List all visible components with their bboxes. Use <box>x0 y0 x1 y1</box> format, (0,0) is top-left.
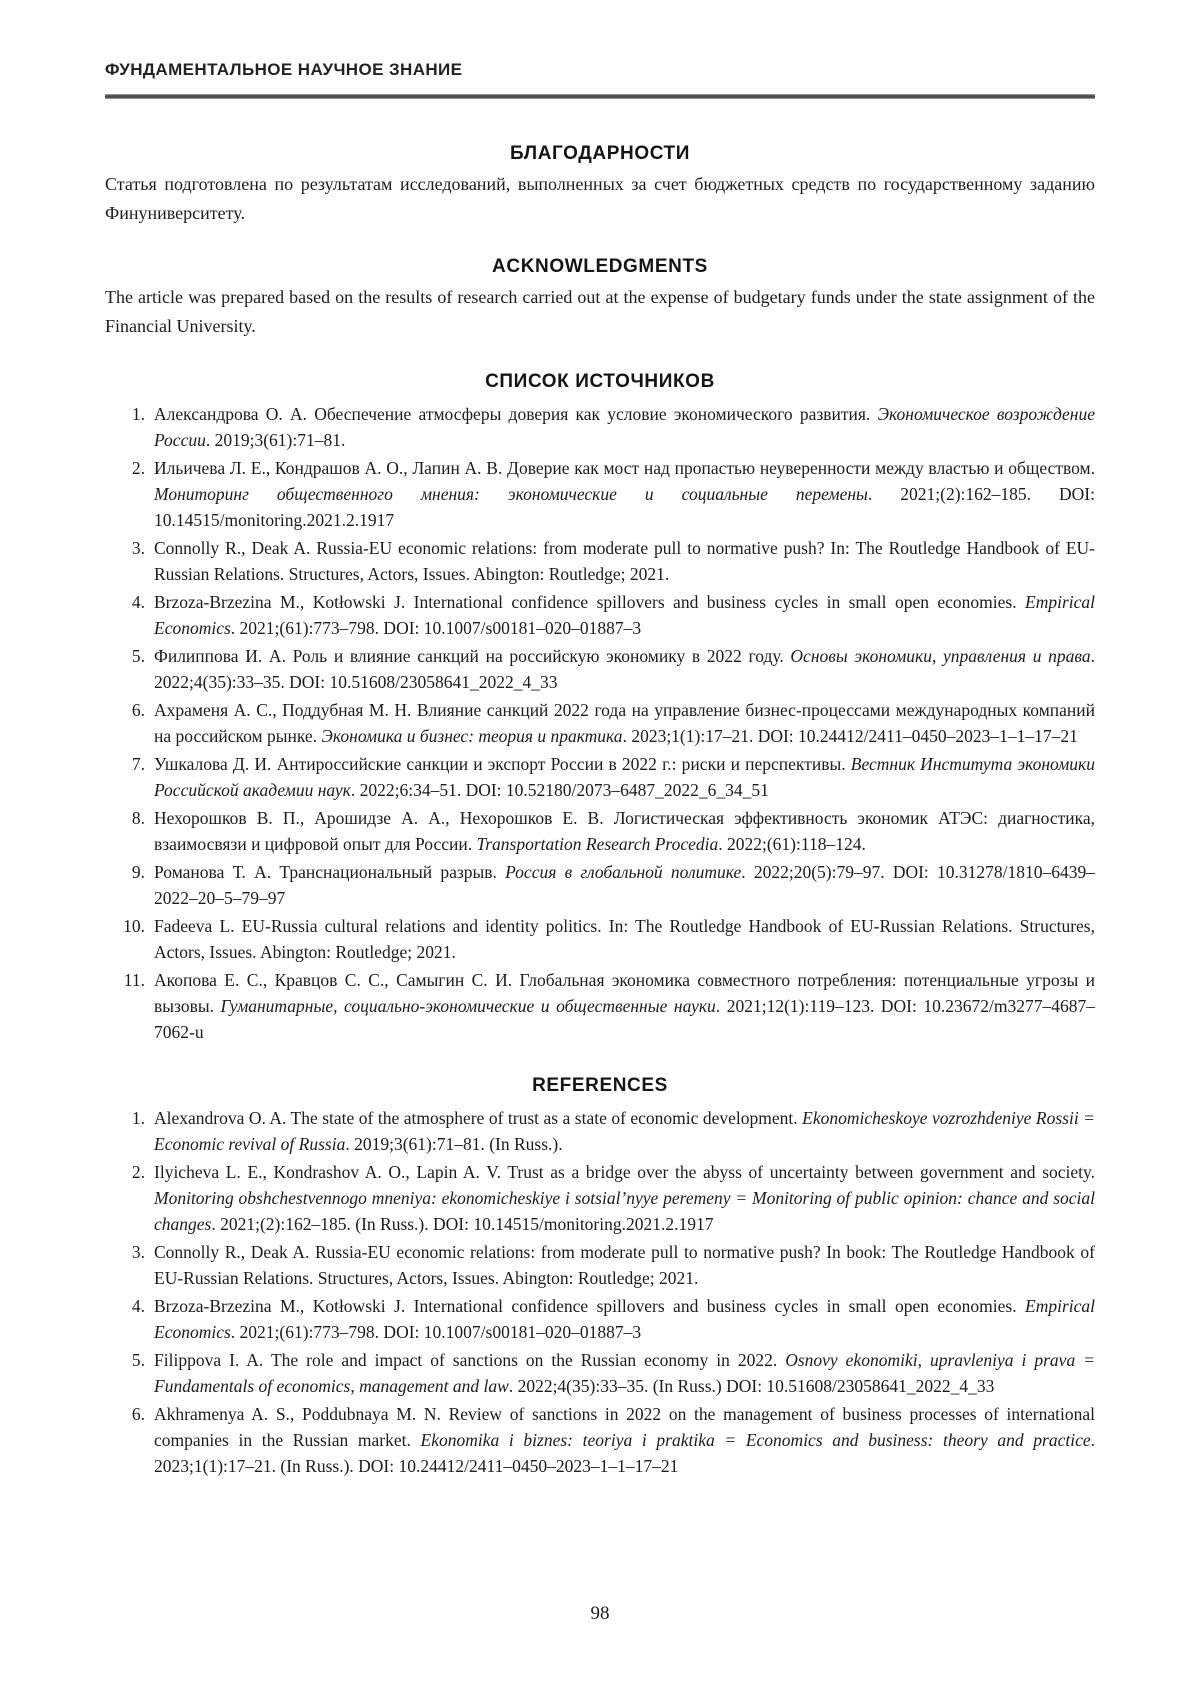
heading-acknowledgments-ru: БЛАГОДАРНОСТИ <box>509 143 691 164</box>
reference-number: 11. <box>123 970 145 990</box>
acknowledgments-en-text: The article was prepared based on the results of research carried out at the expense of budgetary funds under the state assignment of the Financial University. <box>105 287 1095 336</box>
reference-text: Филиппова И. А. Роль и влияние санкций на российскую экономику в 2022 году. Основы экономики, управления и права. 2022;4(35):33–35. DOI: 10.51608/23058641_2022_4_33 <box>154 646 1095 692</box>
heading-acknowledgments-en: ACKNOWLEDGMENTS <box>492 256 708 277</box>
reference-text: Романова Т. А. Транснациональный разрыв. Россия в глобальной политике. 2022;20(5):79–97. DOI: 10.31278/1810–6439–2022–20–5–79–97 <box>154 862 1095 908</box>
reference-item <box>105 859 1095 911</box>
reference-number: 2. <box>131 458 145 478</box>
reference-number: 4. <box>131 1296 145 1316</box>
reference-item <box>105 1347 1095 1399</box>
reference-number: 2. <box>131 1162 145 1182</box>
acknowledgments-ru-text: Статья подготовлена по результатам исследований, выполненных за счет бюджетных средств по государственному заданию Финуниверситету. <box>105 174 1095 223</box>
reference-item <box>105 751 1095 803</box>
running-head: ФУНДАМЕНТАЛЬНОЕ НАУЧНОЕ ЗНАНИЕ <box>105 60 463 79</box>
reference-item <box>105 1159 1095 1237</box>
reference-item <box>105 805 1095 857</box>
reference-text: Alexandrova O. A. The state of the atmosphere of trust as a state of economic development. Ekonomicheskoye vozrozhdeniye Rossii = Economic revival of Russia. 2019;3(61):71–81. (In Russ.). <box>154 1108 1095 1154</box>
reference-text: Ilyicheva L. E., Kondrashov A. O., Lapin A. V. Trust as a bridge over the abyss of uncertainty between government and society. Monitoring obshchestvennogo mneniya: ekonomicheskiye i sotsial’nyye peremeny = Monitoring of public opinion: chance and social changes. 2021;(2):162–185. (In Russ.). DOI: 10.14515/monitoring.2021.2.1917 <box>154 1162 1095 1234</box>
reference-number: 6. <box>131 700 145 720</box>
reference-text: Connolly R., Deak A. Russia-EU economic relations: from moderate pull to normative push? In book: The Routledge Handbook of EU-Russian Relations. Structures, Actors, Issues. Abington: Routledge; 2021. <box>154 1242 1095 1288</box>
reference-text: Александрова О. А. Обеспечение атмосферы доверия как условие экономического развития. Экономическое возрождение России. 2019;3(61):71–81. <box>154 404 1095 450</box>
heading-source-list: СПИСОК ИСТОЧНИКОВ <box>485 371 715 392</box>
reference-item <box>105 913 1095 965</box>
reference-number: 1. <box>131 404 145 424</box>
reference-item <box>105 455 1095 533</box>
reference-number: 10. <box>123 916 145 936</box>
reference-number: 4. <box>131 592 145 612</box>
reference-item <box>105 1293 1095 1345</box>
heading-references: REFERENCES <box>532 1075 668 1096</box>
reference-text: Нехорошков В. П., Арошидзе А. А., Нехорошков Е. В. Логистическая эффективность экономик АТЭС: диагностика, взаимосвязи и цифровой опыт для России. Transportation Research Procedia. 2022;(61):118–124. <box>154 808 1095 854</box>
reference-item <box>105 1401 1095 1479</box>
reference-text: Akhramenya A. S., Poddubnaya M. N. Review of sanctions in 2022 on the management of business processes of international companies in the Russian market. Ekonomika i biznes: teoriya i praktika = Economics and business: theory and practice. 2023;1(1):17–21. (In Russ.). DOI: 10.24412/2411–0450–2023–1–1–17–21 <box>154 1404 1095 1476</box>
reference-text: Filippova I. A. The role and impact of sanctions on the Russian economy in 2022. Osnovy ekonomiki, upravleniya i prava = Fundamentals of economics, management and law. 2022;4(35):33–35. (In Russ.) DOI: 10.51608/23058641_2022_4_33 <box>154 1350 1095 1396</box>
reference-text: Ахраменя А. С., Поддубная М. Н. Влияние санкций 2022 года на управление бизнес-процессами международных компаний на российском рынке. Экономика и бизнес: теория и практика. 2023;1(1):17–21. DOI: 10.24412/2411–0450–2023–1–1–17–21 <box>154 700 1095 746</box>
header-rule <box>105 94 1095 99</box>
reference-text: Fadeeva L. EU-Russia cultural relations and identity politics. In: The Routledge Handbook of EU-Russian Relations. Structures, Actors, Issues. Abington: Routledge; 2021. <box>154 916 1095 962</box>
reference-text: Ильичева Л. Е., Кондрашов А. О., Лапин А. В. Доверие как мост над пропастью неуверенности между властью и обществом. Мониторинг общественного мнения: экономические и социальные перемены. 2021;(2):162–185. DOI: 10.14515/monitoring.2021.2.1917 <box>154 458 1095 530</box>
reference-number: 3. <box>131 538 145 558</box>
reference-number: 6. <box>131 1404 145 1424</box>
reference-number: 8. <box>131 808 145 828</box>
reference-item <box>105 589 1095 641</box>
page-number: 98 <box>590 1603 610 1624</box>
reference-number: 7. <box>131 754 145 774</box>
reference-text: Акопова Е. С., Кравцов С. С., Самыгин С. И. Глобальная экономика совместного потребления: потенциальные угрозы и вызовы. Гуманитарные, социально-экономические и общественные науки. 2021;12(1):119–123. DOI: 10.23672/m3277–4687–7062-u <box>154 970 1096 1042</box>
reference-item <box>105 1105 1095 1157</box>
reference-item <box>105 1239 1095 1291</box>
reference-number: 3. <box>131 1242 145 1262</box>
reference-text: Brzoza-Brzezina M., Kotłowski J. International confidence spillovers and business cycles in small open economies. Empirical Economics. 2021;(61):773–798. DOI: 10.1007/s00181–020–01887–3 <box>154 1296 1095 1342</box>
source-list <box>105 401 1095 1045</box>
reference-number: 9. <box>131 862 145 882</box>
reference-item <box>105 643 1095 695</box>
reference-text: Ушкалова Д. И. Антироссийские санкции и экспорт России в 2022 г.: риски и перспективы. Вестник Института экономики Российской академии наук. 2022;6:34–51. DOI: 10.52180/2073–6487_2022_6_34_51 <box>154 754 1095 800</box>
reference-item <box>105 967 1095 1045</box>
reference-item <box>105 535 1095 587</box>
reference-number: 5. <box>131 646 145 666</box>
reference-item <box>105 697 1095 749</box>
reference-item <box>105 401 1095 453</box>
reference-number: 5. <box>131 1350 145 1370</box>
reference-text: Brzoza-Brzezina M., Kotłowski J. International confidence spillovers and business cycles in small open economies. Empirical Economics. 2021;(61):773–798. DOI: 10.1007/s00181–020–01887–3 <box>154 592 1095 638</box>
reference-list <box>105 1105 1095 1479</box>
reference-text: Connolly R., Deak A. Russia-EU economic relations: from moderate pull to normative push? In: The Routledge Handbook of EU-Russian Relations. Structures, Actors, Issues. Abington: Routledge; 2021. <box>154 538 1095 584</box>
reference-number: 1. <box>131 1108 145 1128</box>
